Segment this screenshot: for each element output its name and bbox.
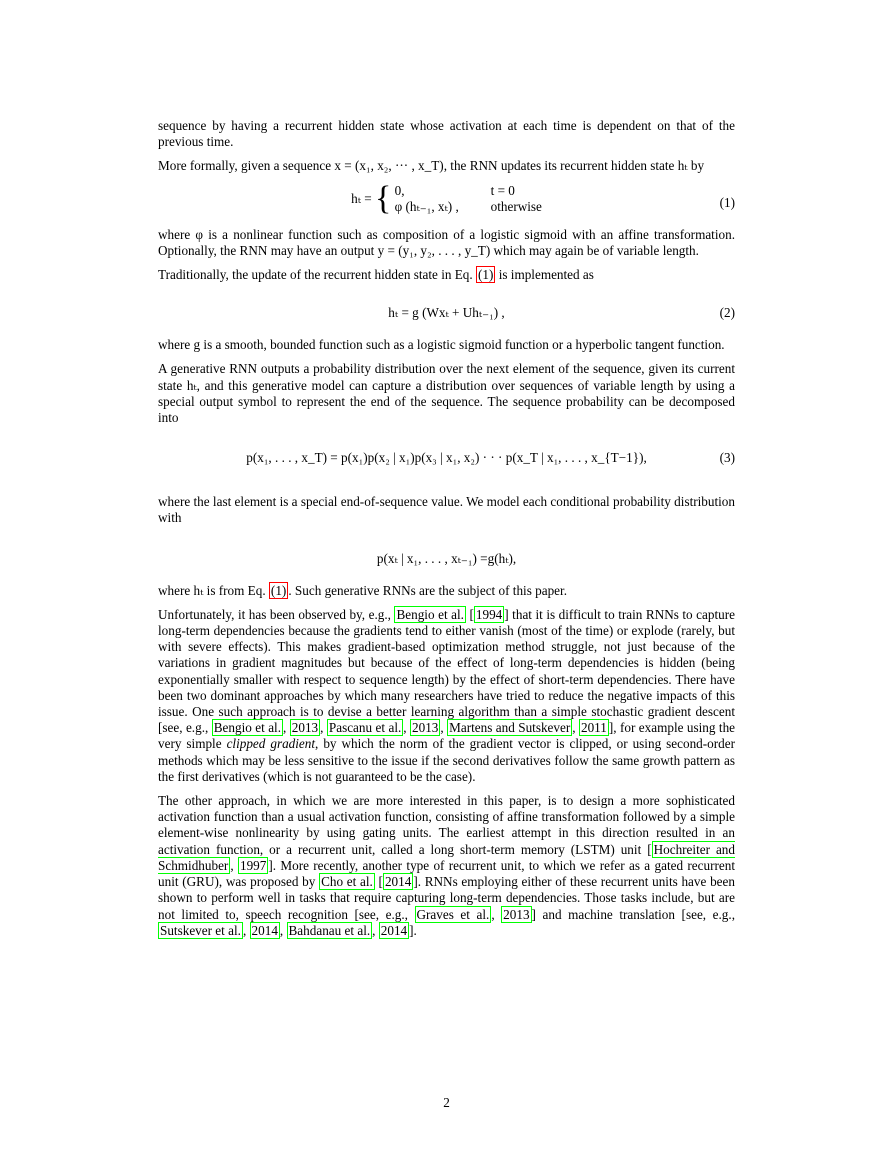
math-inline: x = (x₁, x₂, ··· , x_T) (334, 158, 444, 174)
emphasized-text: clipped gradient (226, 736, 316, 752)
page-number: 2 (443, 1095, 450, 1110)
paragraph (158, 267, 735, 283)
equation-2 (158, 305, 735, 337)
citation-year-link[interactable]: 2014 (251, 922, 278, 938)
equation-body: hₜ = g (Wxₜ + Uhₜ₋₁) , (388, 305, 505, 321)
equation-number: (2) (719, 305, 735, 321)
paragraph (158, 158, 735, 174)
equation-lhs: hₜ = (351, 190, 372, 206)
equation-4 (158, 551, 735, 583)
citation-year-link[interactable]: 1997 (239, 857, 267, 873)
citation-year-link[interactable]: 1994 (475, 606, 503, 622)
text: Traditionally, the update of the recurrent hidden state in Eq. (158, 267, 476, 283)
citation-link[interactable]: Bahdanau et al. (288, 922, 371, 938)
case-condition: t = 0 (490, 182, 515, 198)
text: More formally, given a sequence (158, 158, 335, 174)
text: is implemented as (495, 267, 594, 283)
citation-year-link[interactable]: 2013 (503, 906, 530, 922)
case-condition: otherwise (490, 198, 542, 214)
equation-3 (158, 450, 735, 482)
paragraph: Unfortunately, it has been observed by, e.g., Bengio et al. [ 1994 ] that it is difficult to train RNNs to capture long-term dependencies because the gradients tend to either vanish (most of the time) or explode (rarely, but with severe effects). This makes gradient-based optimization method struggle, not just because of the variations in gradient magnitudes but because of the effect of long-term dependencies is hidden (being exponentially smaller with respect to sequence length) by the effect of short-term dependencies. There have been two dominant approaches by which many researchers have tried to reduce the negative impacts of this issue. One such approach is to devise a better learning algorithm than a simple stochastic gradient descent [see, e.g., Bengio et al. , 2013 , Pascanu et al. , 2013 , Martens and Sutskever , 2011 ], for example using the very simple clipped gradient, by which the norm of the gradient vector is clipped, or using second-order methods which may be less sensitive to the issue if the second derivatives follow the same growth pattern as the first derivatives (which is not guaranteed to be the case). (158, 606, 736, 784)
text: ], for example using the very simple (158, 720, 736, 752)
case-value: φ (hₜ₋₁, xₜ) , (394, 198, 459, 214)
math-inline: hₜ (677, 158, 688, 174)
citation-year-link[interactable]: 2013 (291, 720, 319, 736)
text: ] and machine translation [see, e.g., (531, 906, 735, 922)
text: Unfortunately, it has been observed by, e.g., (158, 606, 395, 622)
text: . RNNs employing either of these recurrent units have been shown to perform well in tasks that require capturing long-term dependencies. Those tasks include, but are not limited to, speech recognition [see, e.g., (158, 874, 735, 922)
paragraph: A generative RNN outputs a probability distribution over the next element of the sequence, given its current state hₜ, and this generative model can capture a distribution over sequences of variable length by using a special output symbol to represent the end of the sequence. The sequence probability can be decomposed into (158, 361, 735, 426)
citation-link[interactable]: Bengio et al. (396, 606, 464, 622)
citation-link[interactable]: Hochreiter and Schmidhuber (158, 841, 735, 873)
citation-year-link[interactable]: 2011 (580, 720, 607, 736)
citation-link[interactable]: Pascanu et al. (328, 720, 402, 736)
citation-year-link[interactable]: 2014 (380, 922, 408, 938)
paragraph (158, 583, 735, 599)
citation-link[interactable]: Cho et al. (321, 874, 373, 890)
equation-cases (395, 183, 542, 215)
text: , by which the norm of the gradient vector is clipped, or using second-order methods which may be less sensitive to the issue if the second derivatives follow the same growth pattern as the first derivatives (which is not guaranteed to be the case). (158, 736, 735, 784)
text: that it is difficult to train RNNs to capture long-term dependencies because the gradients tend to either vanish (most of the time) or explode (rarely, but with severe effects). This makes gradient-based optimization method struggle, not just because of the variations in gradient magnitudes but because of the effect of long-term dependencies is hidden (being exponentially smaller with respect to sequence length) by the effect of short-term dependencies. There have been two dominant approaches by which many researchers have tried to reduce the negative impacts of this issue. One such approach is to devise a better learning algorithm than a simple stochastic gradient descent [see, e.g., (158, 606, 735, 736)
citation-link[interactable]: Sutskever et al. (160, 922, 241, 938)
paper-page (158, 118, 735, 947)
equation-number: (3) (719, 450, 735, 466)
paragraph: where φ is a nonlinear function such as composition of a logistic sigmoid with an affine transformation. Optionally, the RNN may have an output y = (y₁, y₂, . . . , y_T) which may again be of variable length. (158, 226, 735, 258)
citation-link[interactable]: Graves et al. (416, 906, 490, 922)
equation-reference-link[interactable]: (1) (478, 267, 494, 283)
text: , the RNN updates its recurrent hidden state (443, 158, 678, 174)
paragraph: The other approach, in which we are more interested in this paper, is to design a more sophisticated activation function than a usual activation function, consisting of affine transformation followed by a simple element-wise nonlinearity by using gating units. The earliest attempt in this direction resulted in an activation function, or a recurrent unit, called a long short-term memory (LSTM) unit [ Hochreiter and Schmidhuber , 1997 ]. More recently, another type of recurrent unit, to which we refer as a gated recurrent unit (GRU), was proposed by Cho et al. [ 2014 ]. RNNs employing either of these recurrent units have been shown to perform well in tasks that require capturing long-term dependencies. Those tasks include, but are not limited to, speech recognition [see, e.g., Graves et al. , 2013 ] and machine translation [see, e.g., Sutskever et al. , 2014 , Bahdanau et al. , 2014 ]. (158, 793, 735, 938)
equation-reference-link[interactable]: (1) (270, 582, 287, 598)
text: . Such generative RNNs are the subject of this paper. (288, 582, 568, 598)
citation-link[interactable]: Martens and Sutskever (449, 720, 571, 736)
equation-number: (1) (719, 194, 735, 210)
paragraph: where the last element is a special end-of-sequence value. We model each conditional probability distribution with (158, 494, 735, 526)
text: ]. (409, 922, 417, 938)
citation-link[interactable]: Bengio et al. (213, 720, 282, 736)
equation-body: p(xₜ | x₁, . . . , xₜ₋₁) =g(hₜ), (376, 550, 517, 566)
equation-body: p(x₁, . . . , x_T) = p(x₁)p(x₂ | x₁)p(x₃ | x₁, x₂) · · · p(x_T | x₁, . . . , x_{T−1}), (246, 450, 647, 466)
text: ]. More recently, another type of recurrent unit, to which we refer as a gated recurrent unit (GRU), was proposed by (158, 857, 735, 890)
case-value: 0, (394, 182, 405, 198)
citation-year-link[interactable]: 2013 (412, 720, 439, 736)
citation-year-link[interactable]: 2014 (384, 874, 412, 890)
equation-1 (158, 179, 735, 227)
paragraph: where g is a smooth, bounded function such as a logistic sigmoid function or a hyperbolic tangent function. (158, 337, 725, 353)
text: The other approach, in which we are more interested in this paper, is to design a more sophisticated activation function than a usual activation function, consisting of affine transformation followed by a simple element-wise nonlinearity by using gating units. The earliest attempt in this direction resulted in an activation function, or a recurrent unit, called a long short-term memory (LSTM) unit [ (158, 793, 735, 857)
text: where hₜ is from Eq. (158, 582, 269, 598)
paragraph: sequence by having a recurrent hidden state whose activation at each time is dependent on that of the previous time. (158, 118, 735, 150)
text: by (687, 158, 705, 174)
brace: { (374, 179, 392, 217)
